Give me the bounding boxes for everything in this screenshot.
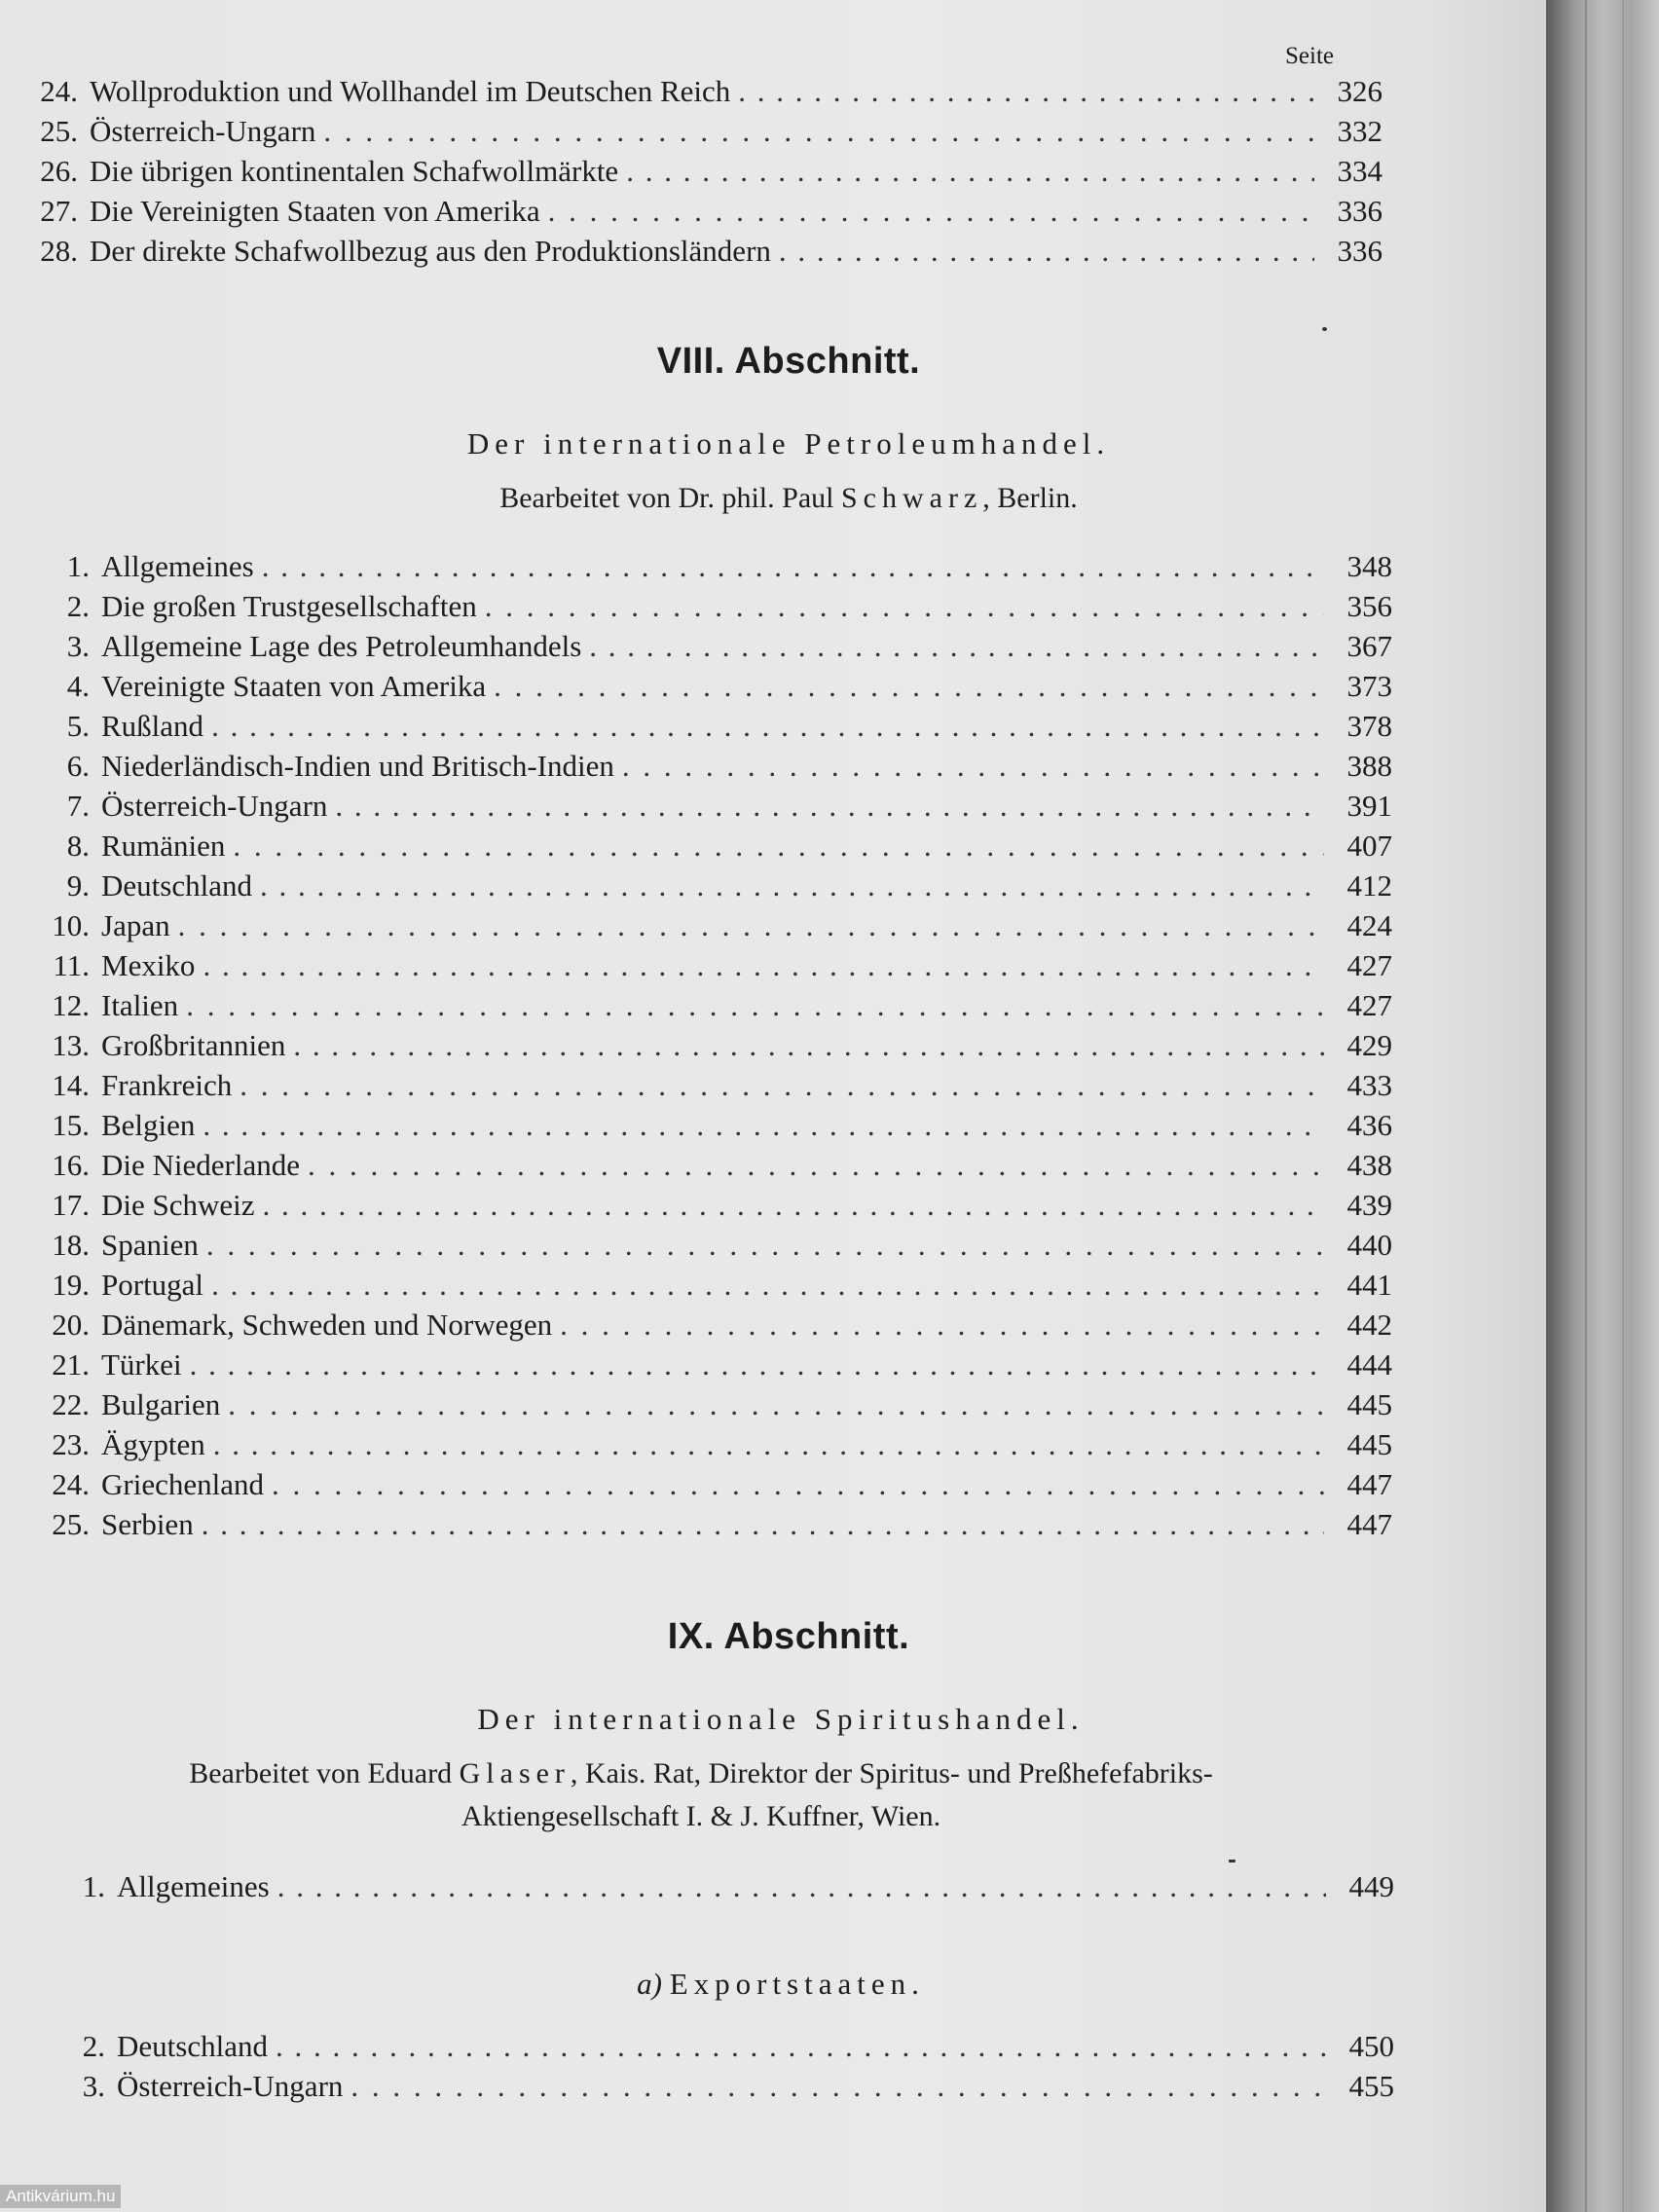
toc-entry — [19, 234, 1382, 274]
toc-entry — [31, 829, 1392, 868]
entry-page-number: 447 — [1346, 1467, 1392, 1501]
entry-page-number: 440 — [1346, 1228, 1392, 1262]
entry-number: 20. — [52, 1308, 90, 1342]
page-edge-shadow — [1546, 0, 1659, 2212]
toc-entry — [47, 2029, 1394, 2069]
dot-leader — [190, 1347, 1324, 1382]
entry-title: Allgemeine Lage des Petroleumhandels — [101, 629, 582, 663]
ink-speck — [1322, 327, 1327, 331]
dot-leader — [211, 709, 1324, 744]
entry-page-number: 373 — [1346, 669, 1392, 703]
dot-leader — [560, 1308, 1324, 1343]
author-suffix: , Berlin. — [982, 482, 1078, 514]
entry-title: Allgemeines — [101, 549, 254, 583]
toc-entry — [19, 194, 1382, 234]
entry-number: 15. — [52, 1108, 90, 1142]
toc-entry — [31, 749, 1392, 789]
dot-leader — [335, 789, 1324, 824]
section-ix-subtitle: Der internationale Spiritushandel. — [477, 1702, 1085, 1736]
entry-number: 25. — [40, 114, 78, 148]
entry-number: 1. — [66, 549, 90, 583]
toc-entry — [31, 549, 1392, 589]
entry-title: Portugal — [101, 1268, 204, 1302]
entry-title: Belgien — [101, 1108, 196, 1142]
entry-title: Großbritannien — [101, 1028, 286, 1062]
dot-leader — [260, 868, 1324, 903]
dot-leader — [228, 1387, 1324, 1422]
entry-title: Serbien — [101, 1507, 194, 1541]
toc-entry — [31, 1268, 1392, 1308]
toc-entry — [31, 1028, 1392, 1068]
entry-number: 9. — [66, 868, 90, 903]
entry-title: Deutschland — [101, 868, 252, 903]
entry-number: 25. — [52, 1507, 90, 1541]
entry-page-number: 378 — [1346, 709, 1392, 743]
entry-number: 11. — [53, 948, 90, 982]
section-ix-author — [88, 1752, 1314, 1838]
toc-entry — [31, 948, 1392, 988]
entry-title: Der direkte Schafwollbezug aus den Produktionsländern — [90, 234, 771, 268]
entry-number: 10. — [52, 908, 90, 942]
entry-title: Die Niederlande — [101, 1148, 300, 1182]
entry-number: 12. — [52, 988, 90, 1022]
dot-leader — [277, 1869, 1326, 1904]
toc-entry — [31, 589, 1392, 629]
toc-entry — [47, 2069, 1394, 2109]
toc-entry — [31, 709, 1392, 749]
toc-entry — [31, 789, 1392, 829]
page-column-header: Seite — [1285, 43, 1334, 69]
toc-list-section-ix-intro — [47, 1869, 1394, 1909]
entry-page-number: 412 — [1346, 868, 1392, 903]
entry-page-number: 427 — [1346, 988, 1392, 1022]
dot-leader — [626, 154, 1314, 189]
entry-title: Die Schweiz — [101, 1188, 255, 1222]
entry-number: 2. — [66, 589, 90, 623]
toc-entry — [31, 908, 1392, 948]
entry-page-number: 445 — [1346, 1387, 1392, 1421]
entry-number: 27. — [40, 194, 78, 228]
author-prefix: Bearbeitet von Dr. phil. Paul — [499, 482, 834, 514]
author-line-2: Aktiengesellschaft I. & J. Kuffner, Wien. — [461, 1800, 941, 1832]
toc-entry — [19, 74, 1382, 114]
subsection-heading — [8, 1967, 1554, 2002]
entry-number: 21. — [52, 1347, 90, 1382]
dot-leader — [203, 948, 1324, 983]
entry-page-number: 348 — [1346, 549, 1392, 583]
entry-title: Die großen Trustgesellschaften — [101, 589, 477, 623]
dot-leader — [240, 1068, 1324, 1103]
entry-number: 16. — [52, 1148, 90, 1182]
entry-number: 19. — [52, 1268, 90, 1302]
entry-page-number: 449 — [1348, 1869, 1394, 1903]
toc-entry — [31, 1308, 1392, 1347]
entry-page-number: 326 — [1337, 74, 1382, 108]
entry-page-number: 336 — [1337, 234, 1382, 268]
author-name: Schwarz — [840, 482, 983, 514]
ink-speck — [1229, 1860, 1235, 1862]
toc-entry — [31, 868, 1392, 908]
entry-number: 24. — [40, 74, 78, 108]
toc-entry — [31, 629, 1392, 669]
toc-entry — [19, 114, 1382, 154]
entry-page-number: 445 — [1346, 1427, 1392, 1461]
entry-title: Spanien — [101, 1228, 199, 1262]
entry-page-number: 391 — [1346, 789, 1392, 823]
subsection-title: Exportstaaten. — [669, 1967, 925, 2001]
entry-page-number: 433 — [1346, 1068, 1392, 1102]
dot-leader — [206, 1228, 1324, 1263]
entry-title: Rußland — [101, 709, 204, 743]
entry-page-number: 438 — [1346, 1148, 1392, 1182]
entry-title: Italien — [101, 988, 179, 1022]
entry-page-number: 444 — [1346, 1347, 1392, 1382]
entry-number: 14. — [52, 1068, 90, 1102]
toc-entry — [47, 1869, 1394, 1909]
dot-leader — [323, 114, 1314, 149]
dot-leader — [350, 2069, 1326, 2104]
section-viii-heading: VIII. Abschnitt. — [656, 341, 921, 382]
watermark: Antikvárium.hu — [0, 2185, 121, 2208]
entry-title: Niederländisch-Indien und Britisch-Indien — [101, 749, 614, 783]
entry-title: Rumänien — [101, 829, 226, 863]
entry-page-number: 441 — [1346, 1268, 1392, 1302]
entry-number: 7. — [66, 789, 90, 823]
toc-list-section-viii — [31, 549, 1392, 1547]
entry-title: Vereinigte Staaten von Amerika — [101, 669, 487, 703]
entry-title: Die Vereinigten Staaten von Amerika — [90, 194, 540, 228]
dot-leader — [779, 234, 1314, 269]
entry-title: Mexiko — [101, 948, 196, 982]
toc-list-section-vii — [19, 74, 1382, 274]
dot-leader — [233, 829, 1324, 864]
entry-page-number: 455 — [1348, 2069, 1394, 2103]
toc-entry — [31, 1347, 1392, 1387]
entry-title: Bulgarien — [101, 1387, 221, 1421]
dot-leader — [263, 1188, 1324, 1223]
entry-page-number: 436 — [1346, 1108, 1392, 1142]
author-name: Glaser — [459, 1757, 571, 1789]
entry-page-number: 407 — [1346, 829, 1392, 863]
subsection-label: a) — [637, 1967, 662, 2001]
entry-page-number: 356 — [1346, 589, 1392, 623]
dot-leader — [494, 669, 1324, 704]
entry-number: 13. — [52, 1028, 90, 1062]
entry-number: 2. — [82, 2029, 105, 2063]
entry-number: 3. — [82, 2069, 105, 2103]
dot-leader — [213, 1427, 1324, 1462]
entry-number: 17. — [52, 1188, 90, 1222]
entry-title: Wollproduktion und Wollhandel im Deutschen Reich — [90, 74, 731, 108]
dot-leader — [262, 549, 1324, 584]
entry-number: 3. — [66, 629, 90, 663]
entry-page-number: 450 — [1348, 2029, 1394, 2063]
entry-number: 28. — [40, 234, 78, 268]
entry-number: 22. — [52, 1387, 90, 1421]
entry-title: Die übrigen kontinentalen Schafwollmärkte — [90, 154, 619, 188]
dot-leader — [272, 1467, 1324, 1502]
toc-entry — [31, 1228, 1392, 1268]
dot-leader — [202, 1507, 1324, 1542]
entry-title: Ägypten — [101, 1427, 205, 1461]
toc-entry — [31, 1387, 1392, 1427]
entry-number: 26. — [40, 154, 78, 188]
entry-title: Türkei — [101, 1347, 182, 1382]
entry-page-number: 439 — [1346, 1188, 1392, 1222]
toc-entry — [31, 988, 1392, 1028]
toc-entry — [31, 1108, 1392, 1148]
dot-leader — [178, 908, 1324, 943]
entry-title: Österreich-Ungarn — [101, 789, 328, 823]
entry-title: Griechenland — [101, 1467, 264, 1501]
entry-number: 1. — [82, 1869, 105, 1903]
dot-leader — [622, 749, 1324, 784]
entry-page-number: 442 — [1346, 1308, 1392, 1342]
entry-page-number: 334 — [1337, 154, 1382, 188]
toc-list-section-ix-export — [47, 2029, 1394, 2109]
entry-number: 5. — [66, 709, 90, 743]
dot-leader — [186, 988, 1324, 1023]
entry-number: 8. — [66, 829, 90, 863]
entry-number: 18. — [52, 1228, 90, 1262]
toc-entry — [31, 1068, 1392, 1108]
entry-number: 23. — [52, 1427, 90, 1461]
dot-leader — [589, 629, 1324, 664]
entry-page-number: 429 — [1346, 1028, 1392, 1062]
entry-page-number: 427 — [1346, 948, 1392, 982]
entry-page-number: 424 — [1346, 908, 1392, 942]
section-viii-subtitle: Der internationale Petroleumhandel. — [466, 426, 1111, 461]
entry-title: Österreich-Ungarn — [90, 114, 316, 148]
entry-number: 4. — [66, 669, 90, 703]
dot-leader — [308, 1148, 1324, 1183]
entry-title: Frankreich — [101, 1068, 233, 1102]
dot-leader — [276, 2029, 1326, 2064]
entry-title: Allgemeines — [117, 1869, 270, 1903]
dot-leader — [203, 1108, 1324, 1143]
dot-leader — [211, 1268, 1324, 1303]
section-viii-author — [16, 477, 1562, 520]
toc-entry — [31, 669, 1392, 709]
toc-entry — [19, 154, 1382, 194]
author-line-1: Bearbeitet von Eduard Glaser, Kais. Rat, Direktor der Spiritus- und Preßhefefabriks- — [189, 1757, 1213, 1789]
toc-entry — [31, 1148, 1392, 1188]
entry-page-number: 388 — [1346, 749, 1392, 783]
toc-entry — [31, 1507, 1392, 1547]
entry-number: 6. — [66, 749, 90, 783]
toc-entry — [31, 1427, 1392, 1467]
entry-number: 24. — [52, 1467, 90, 1501]
entry-page-number: 447 — [1346, 1507, 1392, 1541]
dot-leader — [738, 74, 1314, 109]
entry-page-number: 367 — [1346, 629, 1392, 663]
entry-page-number: 332 — [1337, 114, 1382, 148]
dot-leader — [293, 1028, 1324, 1063]
entry-title: Deutschland — [117, 2029, 268, 2063]
dot-leader — [485, 589, 1324, 624]
dot-leader — [548, 194, 1314, 229]
entry-page-number: 336 — [1337, 194, 1382, 228]
entry-title: Österreich-Ungarn — [117, 2069, 344, 2103]
entry-title: Dänemark, Schweden und Norwegen — [101, 1308, 553, 1342]
toc-entry — [31, 1188, 1392, 1228]
toc-entry — [31, 1467, 1392, 1507]
entry-title: Japan — [101, 908, 170, 942]
section-ix-heading: IX. Abschnitt. — [667, 1616, 910, 1657]
